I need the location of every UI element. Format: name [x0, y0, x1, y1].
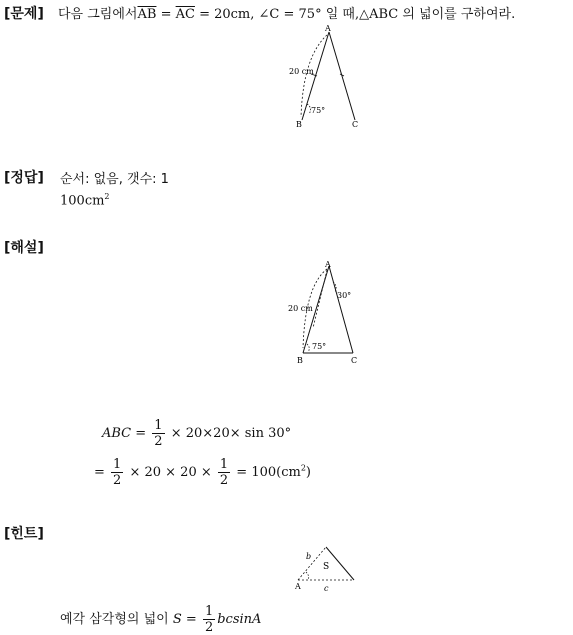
hint-label: [힌트]: [4, 526, 44, 542]
answer-number: 100cm: [60, 193, 105, 209]
line2-sup: 2: [300, 463, 306, 473]
problem-text-rest: = 20cm, ∠C = 75° 일 때,△ABC 의 넓이를 구하여라.: [194, 7, 516, 22]
problem-vertex-b: B: [296, 120, 302, 129]
hint-vertex-a: A: [295, 582, 301, 591]
hint-side-b: b: [306, 552, 312, 561]
hint-formula-rhs: bcsinA: [217, 612, 262, 627]
problem-angle-label: 75°: [311, 106, 326, 115]
segment-ac: $\overline{AC}$: [175, 7, 195, 22]
hint-side-c: c: [324, 584, 329, 593]
hint-numerator: 1: [204, 604, 214, 619]
explanation-line1: [102, 418, 291, 449]
hint-area-s: S: [323, 562, 330, 572]
problem-side-label: 20 cm: [289, 67, 314, 76]
problem-vertex-a: A: [325, 24, 331, 33]
explanation-side-label: 20 cm: [288, 304, 313, 313]
line2-end: ): [305, 465, 311, 480]
answer-label: [정답]: [4, 170, 44, 186]
segment-ab: $\overline{AB}$: [137, 7, 157, 22]
line2-numerator1: 1: [113, 457, 122, 472]
problem-text-prefix: 다음 그림에서: [58, 7, 138, 22]
explanation-triangle-figure: [283, 258, 368, 368]
answer-sup: 2: [104, 192, 110, 201]
line2-lhs: =: [94, 465, 110, 480]
answer-meta: 순서: 없음, 갯수: 1: [60, 172, 169, 187]
line1-numerator: 1: [154, 418, 163, 433]
hint-fraction: [203, 604, 215, 635]
equals-sign: =: [156, 7, 176, 22]
problem-label: [문제]: [4, 6, 44, 22]
line2-denominator2: 2: [219, 473, 229, 488]
hint-triangle-figure: [292, 542, 362, 594]
hint-formula: [60, 604, 261, 635]
explanation-angle-bottom: 75°: [312, 342, 327, 351]
problem-triangle-figure: [285, 22, 365, 132]
explanation-label: [해설]: [4, 240, 44, 256]
explanation-angle-top: 30°: [337, 291, 352, 300]
hint-denominator: 2: [204, 620, 214, 635]
hint-text: 예각 삼각형의 넓이: [60, 612, 173, 627]
problem-vertex-c: C: [352, 120, 359, 129]
line1-lhs: ABC =: [102, 426, 151, 441]
line1-rhs: × 20×20× sin 30°: [166, 426, 292, 441]
hint-formula-lhs: S =: [172, 612, 201, 627]
line2-denominator1: 2: [113, 473, 122, 488]
line2-rhs: = 100(cm: [232, 465, 301, 480]
answer-value: [60, 192, 110, 208]
line2-mid: × 20 × 20 ×: [125, 465, 216, 480]
problem-statement: [58, 3, 515, 22]
line2-fraction1: [111, 457, 123, 488]
explanation-vertex-b: B: [297, 356, 303, 365]
line1-denominator: 2: [154, 434, 163, 449]
explanation-line2: [94, 457, 311, 488]
line2-numerator2: 1: [219, 457, 229, 472]
line2-fraction2: [218, 457, 230, 488]
line1-fraction: [152, 418, 164, 449]
explanation-vertex-a: A: [325, 260, 331, 269]
explanation-vertex-c: C: [351, 356, 358, 365]
